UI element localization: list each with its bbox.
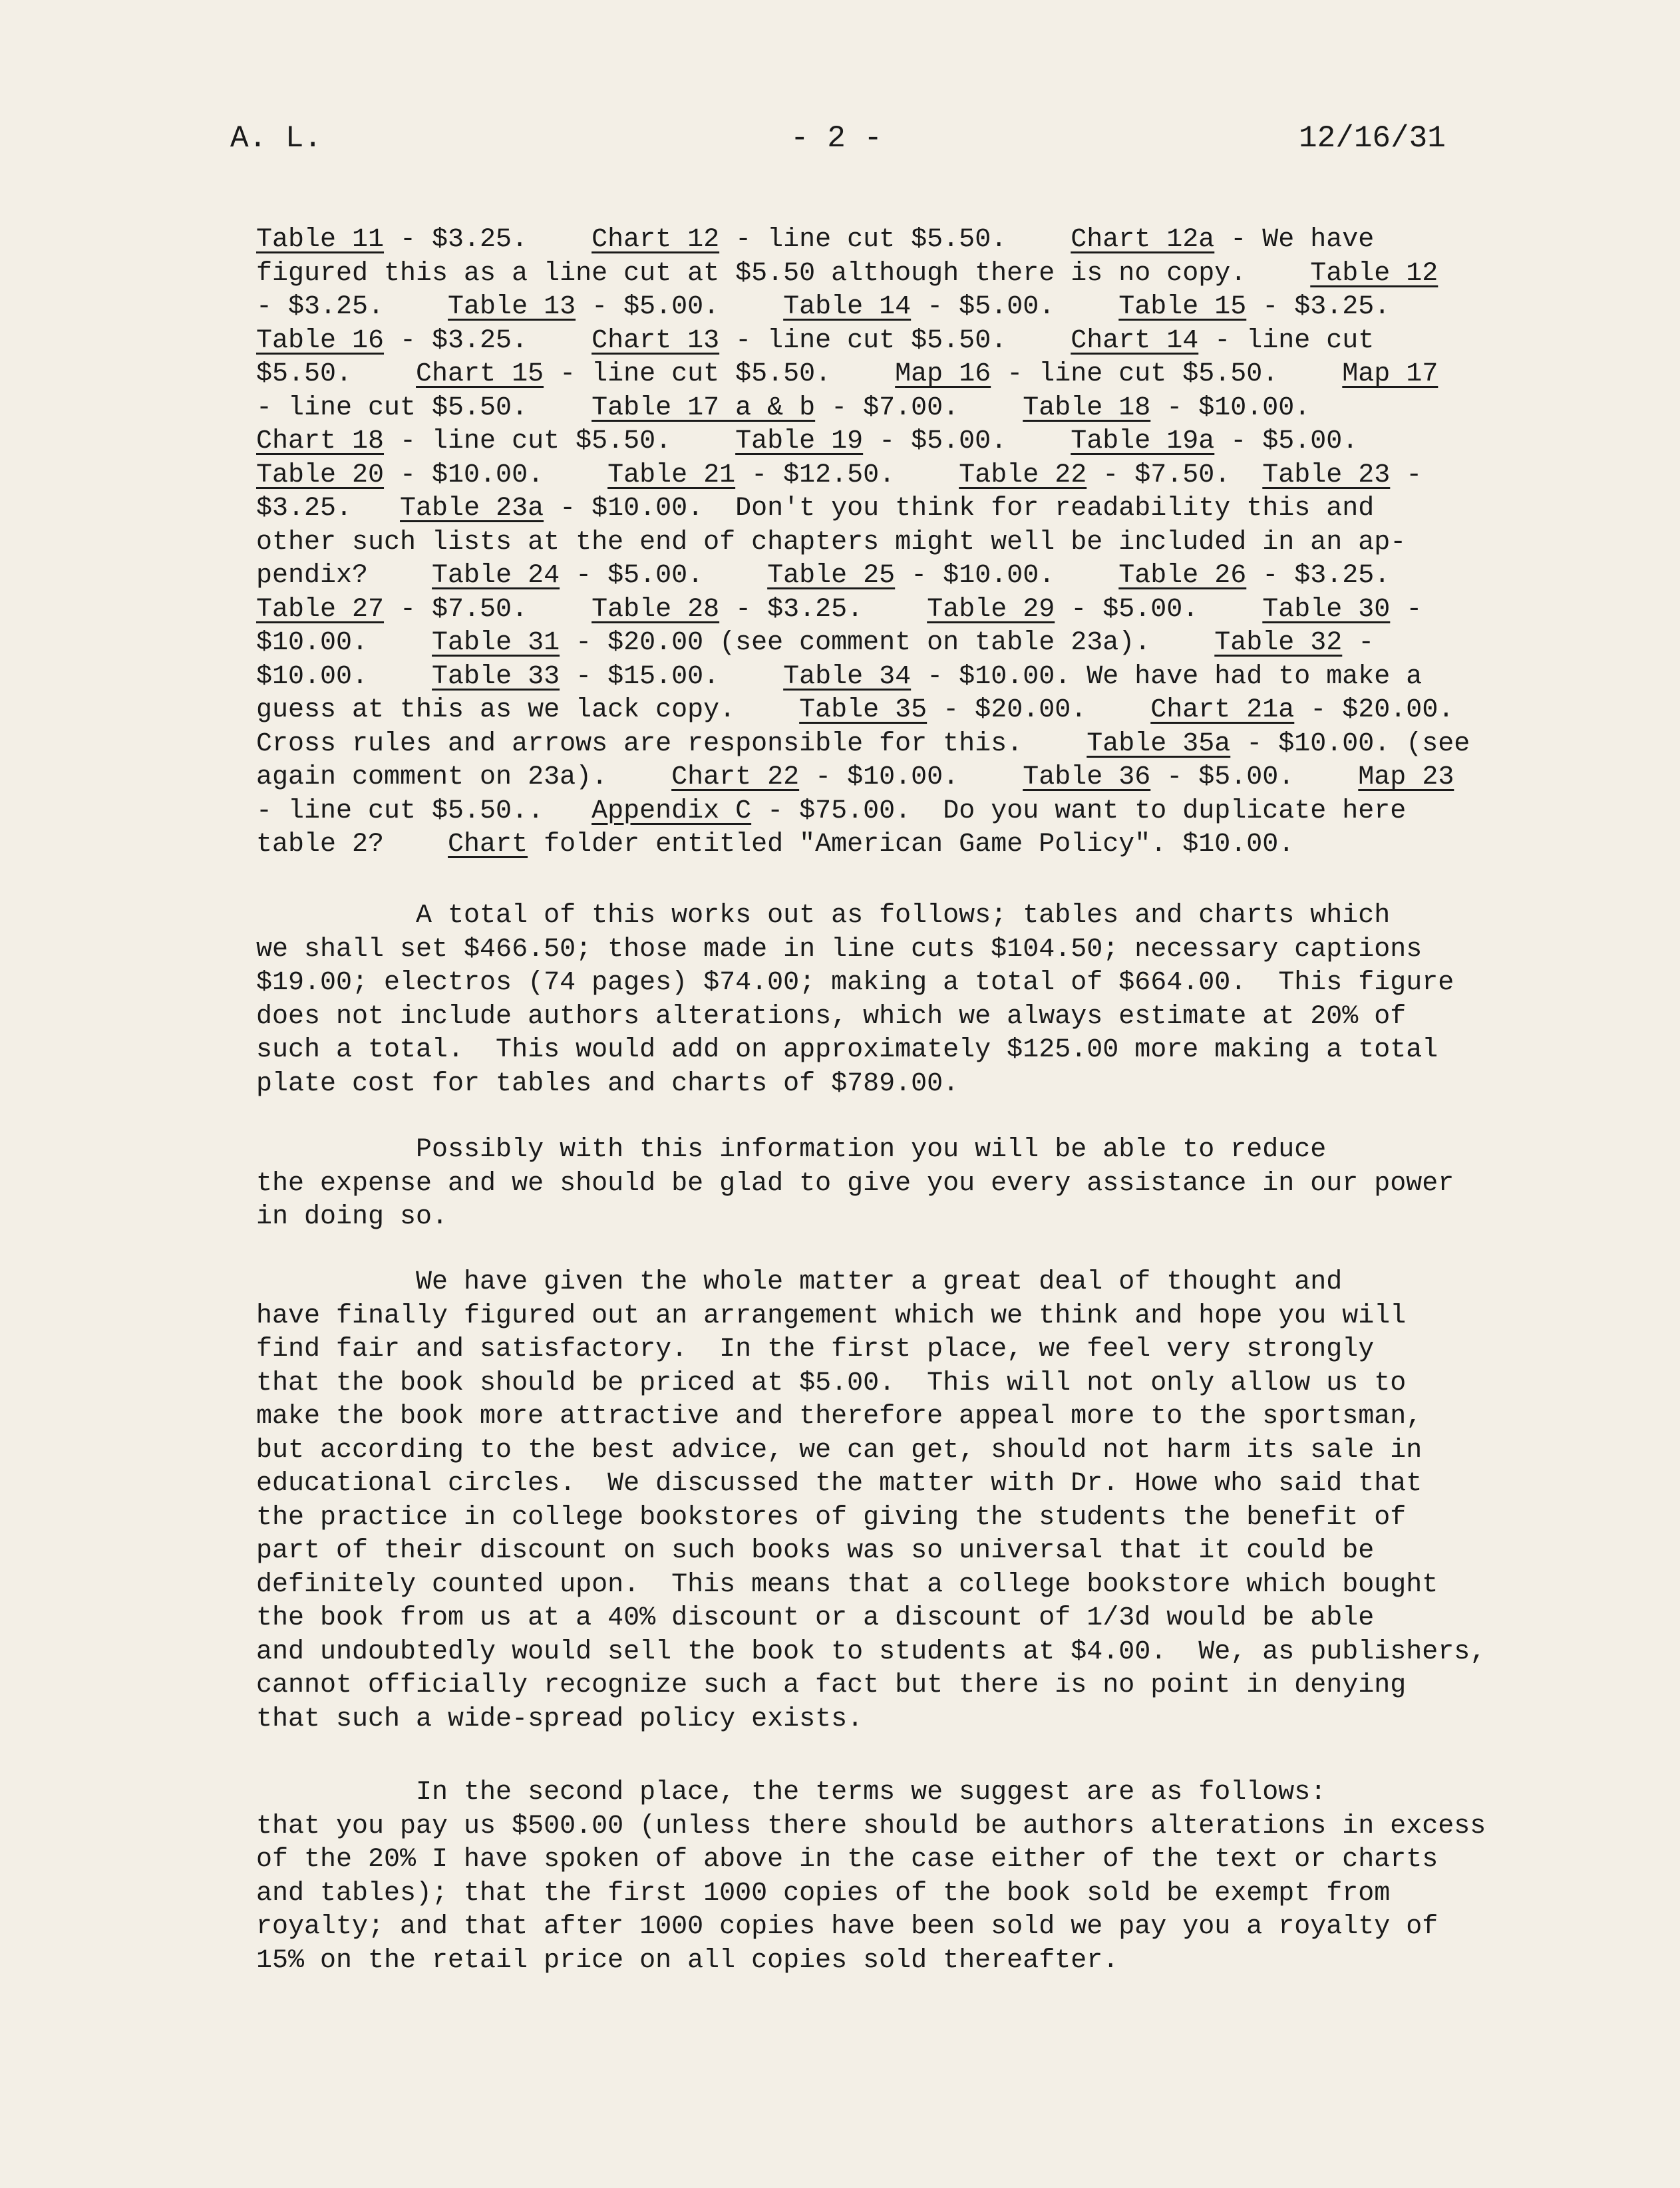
line-text: - $5.00. xyxy=(1150,762,1359,792)
paragraph-line: and undoubtedly would sell the book to students at $4.00. We, as publishers, xyxy=(256,1637,1486,1667)
line-text: - $7.50. xyxy=(384,594,592,625)
paragraph-line: such a total. This would add on approximately $125.00 more making a total xyxy=(256,1035,1438,1065)
line-text: - $10.00. xyxy=(384,460,608,490)
paragraph-line: definitely counted upon. This means that a college bookstore which bought xyxy=(256,1569,1438,1600)
line-text: $10.00. xyxy=(256,628,432,658)
line-text: other such lists at the end of chapters might well be included in an ap- xyxy=(256,527,1407,557)
item-reference: Table 30 xyxy=(1262,594,1391,625)
line-text: - $10.00. xyxy=(799,762,1023,792)
line-text: - $5.00. xyxy=(560,561,768,591)
list-line xyxy=(256,492,1534,526)
line-text: - $75.00. Do you want to duplicate here xyxy=(751,796,1407,826)
line-text: - line cut $5.50. xyxy=(719,325,1071,356)
paragraph-terms xyxy=(256,1776,1534,1978)
paragraph-line: cannot officially recognize such a fact but there is no point in denying xyxy=(256,1670,1407,1700)
item-reference: Table 14 xyxy=(783,292,912,322)
list-line xyxy=(256,728,1534,762)
item-reference: Appendix C xyxy=(591,796,752,826)
line-text: - $20.00. xyxy=(927,695,1151,725)
line-text: - $20.00 (see comment on table 23a). xyxy=(560,628,1215,658)
paragraph-line: $19.00; electros (74 pages) $74.00; making a total of $664.00. This figure xyxy=(256,968,1454,998)
item-reference: Table 17 a & b xyxy=(591,392,816,423)
paragraph-line: the book from us at a 40% discount or a discount of 1/3d would be able xyxy=(256,1603,1375,1633)
item-reference: Table 19a xyxy=(1071,426,1215,456)
item-reference: Table 13 xyxy=(448,292,576,322)
item-reference: Map 17 xyxy=(1342,359,1438,389)
item-reference: Table 20 xyxy=(256,460,385,490)
list-line xyxy=(256,795,1534,829)
item-reference: Table 35 xyxy=(799,695,927,725)
item-reference: Table 23 xyxy=(1262,460,1391,490)
paragraph-line: that the book should be priced at $5.00. This will not only allow us to xyxy=(256,1368,1407,1398)
list-line xyxy=(256,358,1534,392)
paragraph-line: A total of this works out as follows; tables and charts which xyxy=(256,901,1391,931)
line-text: - $10.00. Don't you think for readability this and xyxy=(544,494,1375,524)
line-text: Cross rules and arrows are responsible for this. xyxy=(256,728,1087,759)
item-reference: Table 24 xyxy=(432,561,560,591)
line-text: - xyxy=(1390,460,1423,490)
line-text: - $5.00. xyxy=(1214,426,1359,456)
line-text: again comment on 23a). xyxy=(256,762,672,792)
item-reference: Table 12 xyxy=(1310,258,1438,289)
line-text: - $3.25. xyxy=(1246,292,1391,322)
list-line xyxy=(256,526,1534,560)
line-text: $5.50. xyxy=(256,359,417,389)
line-text: - $3.25. xyxy=(1246,561,1391,591)
line-text: - $3.25. xyxy=(719,594,927,625)
item-reference: Table 33 xyxy=(432,661,560,692)
item-reference: Table 36 xyxy=(1023,762,1151,792)
line-text: - $7.00. xyxy=(815,392,1023,423)
line-text: guess at this as we lack copy. xyxy=(256,695,800,725)
list-line xyxy=(256,291,1534,325)
paragraph-line: we shall set $466.50; those made in line cuts $104.50; necessary captions xyxy=(256,934,1423,965)
paragraph-line: Possibly with this information you will be able to reduce xyxy=(256,1135,1327,1165)
list-line xyxy=(256,761,1534,795)
paragraph-line: 15% on the retail price on all copies sold thereafter. xyxy=(256,1945,1119,1976)
line-text: - line cut $5.50. xyxy=(544,359,896,389)
item-reference: Table 35a xyxy=(1087,728,1231,759)
paragraph-line: educational circles. We discussed the matter with Dr. Howe who said that xyxy=(256,1469,1423,1499)
line-text: - $20.00. xyxy=(1294,695,1454,725)
line-text: - $7.50. xyxy=(1087,460,1263,490)
line-text: - $10.00. xyxy=(895,561,1119,591)
line-text: - $5.00. xyxy=(863,426,1071,456)
line-text: figured this as a line cut at $5.50 although there is no copy. xyxy=(256,258,1311,289)
item-reference: Chart 12a xyxy=(1071,225,1215,255)
list-line xyxy=(256,828,1534,862)
line-text: - $12.50. xyxy=(735,460,959,490)
list-line xyxy=(256,559,1534,593)
line-text: - $3.25. xyxy=(384,325,592,356)
paragraph-line: of the 20% I have spoken of above in the case either of the text or charts xyxy=(256,1845,1438,1875)
item-reference: Chart 22 xyxy=(671,762,800,792)
line-text: - We have xyxy=(1214,225,1375,255)
item-reference: Table 15 xyxy=(1118,292,1247,322)
list-line xyxy=(256,325,1534,359)
list-line xyxy=(256,459,1534,493)
line-text: - $3.25. xyxy=(256,292,448,322)
item-reference: Table 23a xyxy=(400,494,544,524)
line-text: - $10.00. (see xyxy=(1230,728,1470,759)
paragraph-line: that such a wide-spread policy exists. xyxy=(256,1704,864,1734)
line-text: - $10.00. We have had to make a xyxy=(911,661,1423,692)
paragraph-line: and tables); that the first 1000 copies of the book sold be exempt from xyxy=(256,1878,1391,1909)
paragraph-line: does not include authors alterations, which we always estimate at 20% of xyxy=(256,1001,1407,1032)
item-reference: Table 32 xyxy=(1214,628,1343,658)
paragraph-line: plate cost for tables and charts of $789.00. xyxy=(256,1068,959,1099)
paragraph-line: have finally figured out an arrangement which we think and hope you will xyxy=(256,1301,1407,1331)
itemized-cost-list xyxy=(256,224,1534,862)
paragraph-line: the expense and we should be glad to give you every assistance in our power xyxy=(256,1168,1454,1199)
line-text: - $3.25. xyxy=(384,225,592,255)
paragraph-line: find fair and satisfactory. In the first place, we feel very strongly xyxy=(256,1334,1375,1364)
list-line xyxy=(256,661,1534,695)
paragraph-line: in doing so. xyxy=(256,1202,448,1232)
line-text: - xyxy=(1342,628,1375,658)
item-reference: Table 28 xyxy=(591,594,720,625)
paragraph-line: We have given the whole matter a great deal of thought and xyxy=(256,1267,1343,1297)
header-date: 12/16/31 xyxy=(1299,121,1446,156)
item-reference: Table 21 xyxy=(607,460,736,490)
item-reference: Table 25 xyxy=(767,561,896,591)
item-reference: Table 31 xyxy=(432,628,560,658)
paragraph-reduce-expense xyxy=(256,1134,1534,1235)
line-text: - $5.00. xyxy=(1055,594,1263,625)
paragraph-line: make the book more attractive and therefore appeal more to the sportsman, xyxy=(256,1402,1423,1432)
list-line xyxy=(256,593,1534,627)
line-text: $10.00. xyxy=(256,661,432,692)
paragraph-line: In the second place, the terms we suggest are as follows: xyxy=(256,1778,1327,1807)
paragraph-line: the practice in college bookstores of giving the students the benefit of xyxy=(256,1502,1407,1533)
item-reference: Table 34 xyxy=(783,661,912,692)
line-text: - line cut $5.50. xyxy=(991,359,1343,389)
paragraph-line: part of their discount on such books was so universal that it could be xyxy=(256,1536,1375,1566)
item-reference: Chart 18 xyxy=(256,426,385,456)
item-reference: Map 23 xyxy=(1358,762,1454,792)
line-text: - $15.00. xyxy=(560,661,784,692)
line-text: table 2? xyxy=(256,830,448,860)
paragraph-line: that you pay us $500.00 (unless there should be authors alterations in excess xyxy=(256,1811,1486,1841)
item-reference: Table 26 xyxy=(1118,561,1247,591)
line-text: - line cut $5.50. xyxy=(256,392,592,423)
line-text: - $5.00. xyxy=(576,292,784,322)
item-reference: Chart 12 xyxy=(591,225,720,255)
item-reference: Chart 15 xyxy=(416,359,544,389)
line-text: - line cut $5.50. xyxy=(384,426,736,456)
line-text: - line cut $5.50. xyxy=(719,225,1071,255)
page-number: - 2 - xyxy=(790,121,883,156)
item-reference: Map 16 xyxy=(895,359,991,389)
line-text: - xyxy=(1390,594,1423,625)
list-line xyxy=(256,224,1534,257)
line-text: - line cut xyxy=(1198,325,1375,356)
line-text: - $10.00. xyxy=(1150,392,1311,423)
paragraph-pricing xyxy=(256,1266,1534,1736)
list-line xyxy=(256,627,1534,661)
list-line xyxy=(256,392,1534,426)
line-text: $3.25. xyxy=(256,494,401,524)
item-reference: Chart 14 xyxy=(1071,325,1199,356)
item-reference: Table 22 xyxy=(959,460,1087,490)
line-text: - $5.00. xyxy=(911,292,1119,322)
item-reference: Chart 21a xyxy=(1150,695,1295,725)
line-text: folder entitled "American Game Policy". $10.00. xyxy=(528,830,1295,860)
list-line xyxy=(256,257,1534,291)
item-reference: Table 16 xyxy=(256,325,385,356)
list-line xyxy=(256,425,1534,459)
item-reference: Table 11 xyxy=(256,225,385,255)
paragraph-line: royalty; and that after 1000 copies have been sold we pay you a royalty of xyxy=(256,1912,1438,1942)
item-reference: Chart 13 xyxy=(591,325,720,356)
item-reference: Table 27 xyxy=(256,594,385,625)
header-addressee: A. L. xyxy=(230,121,323,156)
paragraph-line: but according to the best advice, we can get, should not harm its sale in xyxy=(256,1435,1423,1466)
list-line xyxy=(256,694,1534,728)
item-reference: Table 29 xyxy=(927,594,1055,625)
line-text: - line cut $5.50.. xyxy=(256,796,592,826)
line-text: pendix? xyxy=(256,561,432,591)
item-reference: Chart xyxy=(448,830,528,860)
paragraph-total-cost xyxy=(256,899,1534,1101)
item-reference: Table 19 xyxy=(735,426,864,456)
item-reference: Table 18 xyxy=(1023,392,1151,423)
